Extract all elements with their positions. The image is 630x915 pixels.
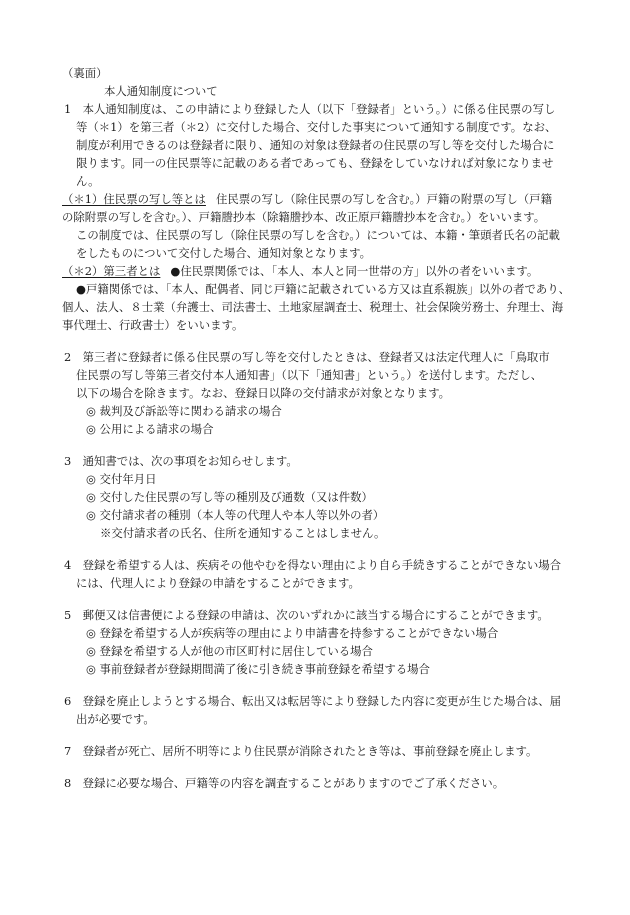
side-label: （裏面） [62,66,108,80]
bullet-item: ◎ 交付した住民票の写し等の種別及び通数（又は件数） [86,490,373,504]
note-line [62,190,552,208]
paragraph-line: 以下の場合を除きます。なお、登録日以降の交付請求が対象となります。 [76,386,451,400]
bullet-item: ◎ 交付年月日 [86,472,157,486]
paragraph-line: 2 第三者に登録者に係る住民票の写し等を交付したときは、登録者又は法定代理人に「鳥取市 [64,350,550,364]
paragraph-line: 1 本人通知制度は、この申請により登録した人（以下「登録者」という。）に係る住民票の写し [64,102,556,116]
paragraph-line: 3 通知書では、次の事項をお知らせします。 [64,454,298,468]
paragraph-line: 8 登録に必要な場合、戸籍等の内容を調査することがありますのでご了承ください。 [64,776,505,790]
bullet-item: ◎ 登録を希望する人が疾病等の理由により申請書を持参することができない場合 [86,626,499,640]
document-title: 本人通知制度について [104,84,218,98]
paragraph-line: には、代理人により登録の申請をすることができます。 [76,576,360,590]
bullet-item: ◎ 事前登録者が登録期間満了後に引き続き事前登録を希望する場合 [86,662,430,676]
paragraph-line: 6 登録を廃止しようとする場合、転出又は転居等により登録した内容に変更が生じた場合は、届 [64,694,562,708]
paragraph-line: 住民票の写し等第三者交付本人通知書」（以下「通知書」という。）を送付します。ただし、 [76,368,543,382]
paragraph-line: をしたものについて交付した場合、通知対象となります。 [76,246,372,260]
paragraph-line: 個人、法人、８士業（弁護士、司法書士、土地家屋調査士、税理士、社会保険労務士、弁理士、海 [62,300,564,314]
paragraph-line: 出が必要です。 [76,712,155,726]
note-term: （＊1）住民票の写し等とは [62,192,206,206]
paragraph-line: 制度が利用できるのは登録者に限り、通知の対象は登録者の住民票の写し等を交付した場合に [76,138,555,152]
note-text: ●住民票関係では、「本人、本人と同一世帯の方」以外の者をいいます。 [170,264,539,278]
bullet-item: ◎ 公用による請求の場合 [86,422,214,436]
paragraph-line: 5 郵便又は信書便による登録の申請は、次のいずれかに該当する場合にすることができます。 [64,608,549,622]
paragraph-line: の除附票の写しを含む。）、戸籍謄抄本（除籍謄抄本、改正原戸籍謄抄本を含む。）をいいます。 [62,210,546,224]
paragraph-line: ●戸籍関係では、「本人、配偶者、同じ戸籍に記載されている方又は直系親族」以外の者であり、 [76,282,571,296]
note-line: ※交付請求者の氏名、住所を通知することはしません。 [100,526,386,540]
note-term: （＊2）第三者とは [62,264,161,278]
note-line [62,262,538,280]
paragraph-line: ん。 [76,174,100,188]
note-text: 住民票の写し（除住民票の写しを含む。）戸籍の附票の写し（戸籍 [215,192,552,206]
bullet-item: ◎ 交付請求者の種別（本人等の代理人や本人等以外の者） [86,508,385,522]
paragraph-line: 4 登録を希望する人は、疾病その他やむを得ない理由により自ら手続きすることができない場合 [64,558,562,572]
bullet-item: ◎ 登録を希望する人が他の市区町村に居住している場合 [86,644,373,658]
paragraph-line: この制度では、住民票の写し（除住民票の写しを含む。）については、本籍・筆頭者氏名の記載 [76,228,560,242]
paragraph-line: 事代理士、行政書士）をいいます。 [62,318,244,332]
paragraph-line: 限ります。同一の住民票等に記載のある者であっても、登録をしていなければ対象になりませ [76,156,554,170]
paragraph-line: 等（＊1）を第三者（＊2）に交付した場合、交付した事実について通知する制度です。なお、 [76,120,557,134]
paragraph-line: 7 登録者が死亡、居所不明等により住民票が消除されたとき等は、事前登録を廃止します。 [64,744,538,758]
bullet-item: ◎ 裁判及び訴訟等に関わる請求の場合 [86,404,282,418]
